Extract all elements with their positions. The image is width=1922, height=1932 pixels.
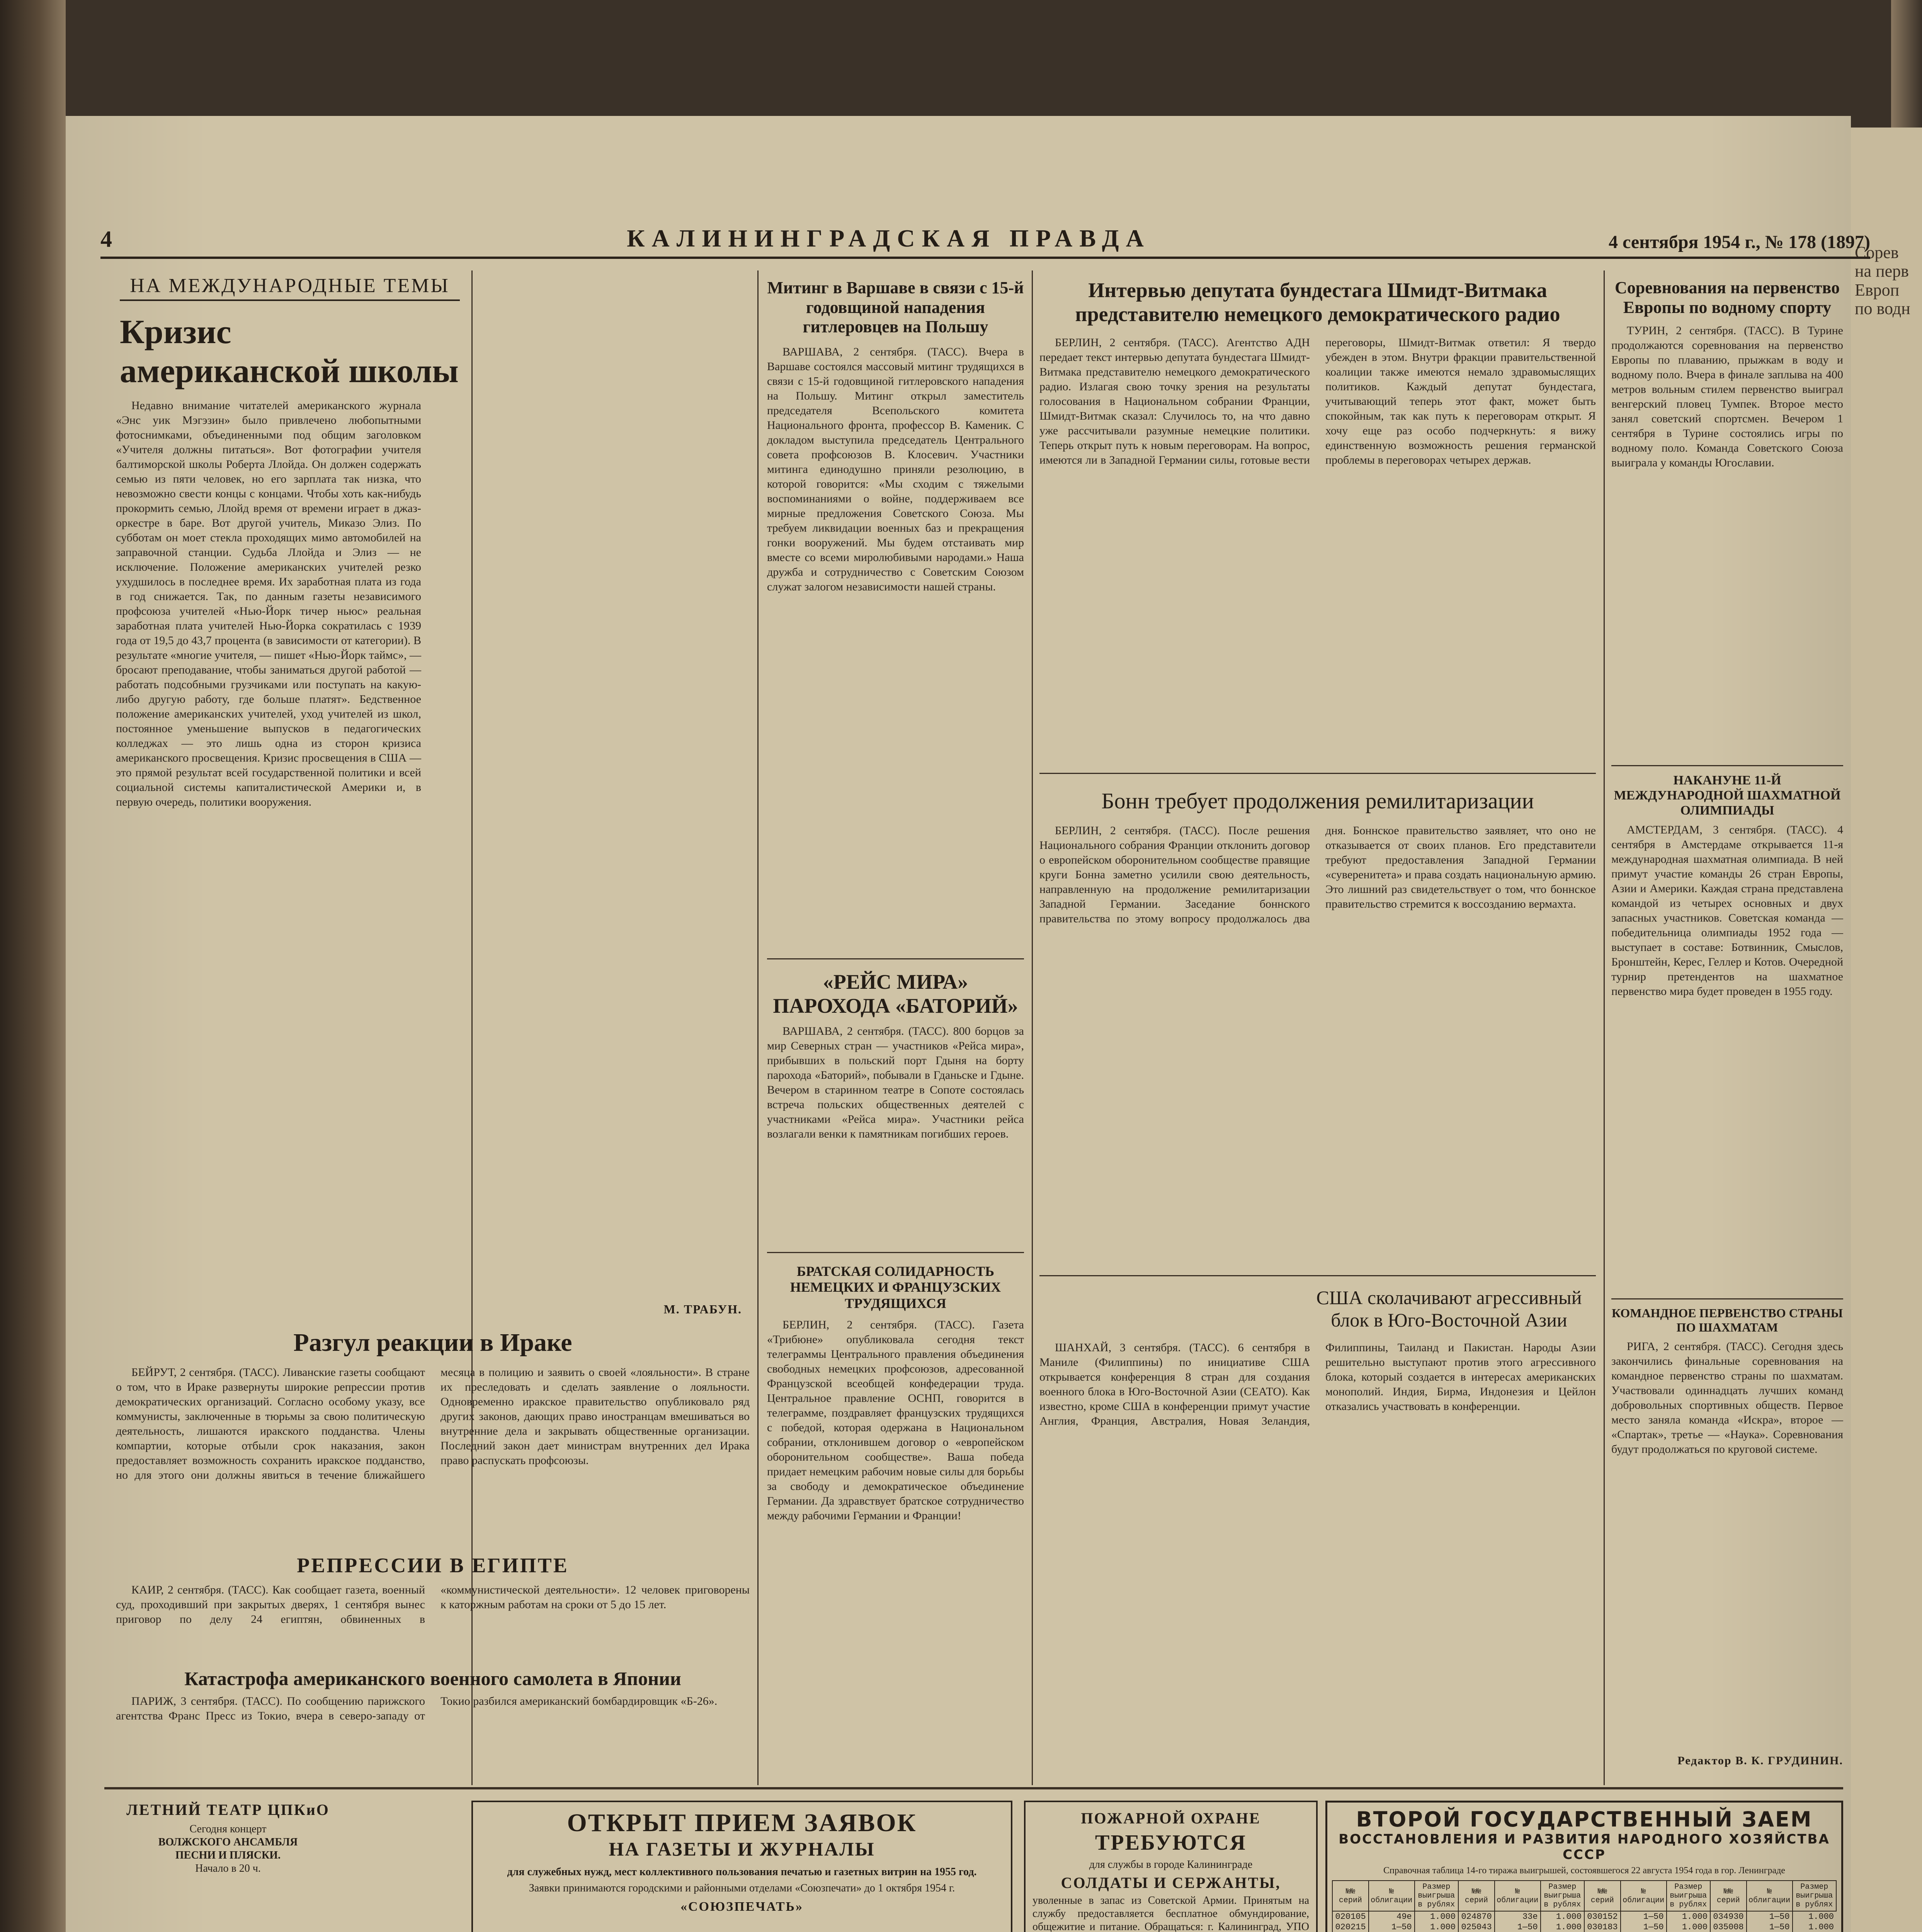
article-bonn [1039, 788, 1596, 1271]
loan-column-header: Размер выигрыша в рублях [1541, 1881, 1584, 1911]
headline: Разгул реакции в Ираке [293, 1328, 572, 1357]
ad-required: ТРЕБУЮТСЯ [1095, 1831, 1247, 1855]
headline: Бонн требует продолжения ремилитаризации [1101, 788, 1534, 813]
loan-cell: 020215 [1332, 1922, 1369, 1932]
loan-column-header: Размер выигрыша в рублях [1667, 1881, 1710, 1911]
ad-line: Начало в 20 ч. [195, 1862, 261, 1874]
article-text: ВАРШАВА, 2 сентября. (ТАСС). Вчера в Варшаве состоялся массовый митинг трудящихся в связи с 15-й годовщиной гитлеровского нападения на Польшу. Митинг открыл заместитель председателя Всепольского комитета Национального фронта, профессор В. Каменик. С докладом выступила председатель Центрального совета профсоюзов В. Клосевич. Участники митинга единодушно приняли резолюцию, в которой говорится: «Мы сходим с тяжелыми воспоминаниями о войне, поддерживаем все мирные предложения Советского Союза. Мы требуем ликвидации военных баз и прекращения гонки вооружений. Мы будем отстаивать мир вместе со всеми миролюбивыми народами.» Наша дружба и сотрудничество с Советским Союзом служат залогом независимости нашей страны. [767, 345, 1024, 593]
headline: Катастрофа американского военного самолета в Японии [184, 1668, 681, 1690]
loan-subtitle: ВОССТАНОВЛЕНИЯ И РАЗВИТИЯ НАРОДНОГО ХОЗЯЙСТВА СССР [1339, 1832, 1830, 1862]
ad-text: уволенные в запас из Советской Армии. Принятым на службу предоставляется бесплатное обмундирование, общежитие и питание. Обращаться: г. Калининград, УПО [1032, 1895, 1309, 1932]
loan-column-header: Размер выигрыша в рублях [1415, 1881, 1458, 1911]
loan-cell: 030152 [1584, 1911, 1621, 1922]
loan-cell: 1.000 [1667, 1911, 1710, 1922]
loan-cell: 024870 [1458, 1911, 1495, 1922]
loan-cell: 025043 [1458, 1922, 1495, 1932]
editor-line [1611, 1754, 1843, 1774]
article-text: БЕРЛИН, 2 сентября. (ТАСС). После решения Национального собрания Франции отклонить договор о европейском оборонительном сообществе правящие круги Бонна заметно усилили свою деятельность, направленную на продолжение ремилитаризации Западной Германии. Заседание боннского правительства по этому вопросу продолжалось два дня. Боннское правительство заявляет, что оно не отказывается от своих планов. Его представители требуют предоставления Западной Германии «суверенитета» и права создать национальную армию. Это лишний раз свидетельствует о том, что боннское правительство стремится к воссозданию вермахта. [1039, 824, 1596, 925]
article-school-crisis [116, 274, 750, 1349]
loan-cell: 034930 [1710, 1911, 1747, 1922]
ad-org: «СОЮЗПЕЧАТЬ» [680, 1900, 804, 1914]
article-egypt-japan [116, 1553, 750, 1785]
ad-fire-service [1024, 1801, 1318, 1932]
article-text: ТУРИН, 2 сентября. (ТАСС). В Турине продолжаются соревнования на первенство Европы по плаванию, прыжкам в воду и водному поло. Вчера в финале заплыва на 400 метров вольным стилем первенство выиграл венгерский пловец Тумпек. Второе место занял советский спортсмен. Вечером 1 сентября в Турине состоялись игры по водному поло. Команда Советского Союза выиграла у команды Югославии. [1611, 324, 1843, 469]
column-rule [1032, 270, 1033, 1785]
article-text: АМСТЕРДАМ, 3 сентября. (ТАСС). 4 сентября в Амстердаме открывается 11-я международная шахматная олимпиада. В ней примут участие команды 26 стран Европы, Азии и Америки. Каждая страна представлена командой из четырех основных и двух запасных участников. Советская команда — победительница олимпиады 1952 года — выступает в составе: Ботвинник, Смыслов, Бронштейн, Керес, Геллер и Котов. Очередной турнир претендентов на шахматное первенство мира будет проведен в 1955 году. [1611, 823, 1843, 998]
loan-cell: 1—50 [1747, 1922, 1793, 1932]
column-rule [1604, 270, 1605, 1785]
ads-separator [104, 1787, 1843, 1789]
divider [1039, 1275, 1596, 1276]
loan-cell: 1—50 [1621, 1911, 1667, 1922]
loan-cell: 1.000 [1415, 1911, 1458, 1922]
article-interview [1039, 278, 1596, 765]
article-body [116, 398, 742, 1349]
rubric: НА МЕЖДУНАРОДНЫЕ ТЕМЫ [120, 274, 460, 301]
ad-title: ПОЖАРНОЙ ОХРАНЕ [1081, 1810, 1261, 1827]
ad-theatre [116, 1801, 340, 1932]
article-text: БЕЙРУТ, 2 сентября. (ТАСС). Ливанские газеты сообщают о том, что в Ираке развернуты широкие репрессии против демократических организаций. Согласно особому указу, все коммунисты, заключенные в тюрьмы за свою политическую деятельность, лишаются иракского подданства. Члены компартии, которые отбыли срок наказания, закон предоставляет возможность сохранить иракское подданство, но для этого они должны явиться в течение ближайшего месяца в полицию и заявить о своей «лояльности». В стране их преследовать и сделать заявление о лояльности. Одновременно иракское правительство опубликовало ряд других законов, дающих право иностранцам вмешиваться во внутренние дела и закрывать общественные организации. Последний закон дает министрам внутренних дел Ирака право распускать профсоюзы. [116, 1366, 750, 1481]
loan-table [1332, 1880, 1837, 1932]
article-text: БЕРЛИН, 2 сентября. (ТАСС). Газета «Трибюне» опубликовала сегодня текст телеграммы Центрального правления объединения свободных немецких профсоюзов, адресованной Французской всеобщей конфедерации труда. Центральное правление ОСНП, говорится в телеграмме, поздравляет французских трудящихся с победой, которая одержана в Национальном собрании, отклонившем договор о «европейском оборонительном сообществе». Ваша победа придает немецким рабочим новые силы для борьбы за свободу и демократическое объединение Германии. Да здравствует братское сотрудничество между рабочими Германии и Франции! [767, 1318, 1024, 1522]
loan-column-header: № облигации [1369, 1881, 1415, 1911]
loan-cell: 1—50 [1369, 1922, 1415, 1932]
divider [1039, 773, 1596, 774]
ad-line: ПЕСНИ И ПЛЯСКИ. [175, 1849, 281, 1861]
ad-line: ВОЛЖСКОГО АНСАМБЛЯ [158, 1836, 298, 1848]
editor-name: Редактор В. К. ГРУДИНИН. [1677, 1754, 1843, 1767]
headline: США сколачивают агрессивный блок в Юго-Восточной Азии [1316, 1287, 1582, 1331]
article-chess-olympiad [1611, 773, 1843, 1291]
divider [767, 1252, 1024, 1253]
ad-subscription [471, 1801, 1012, 1932]
ad-line: Сегодня концерт [189, 1823, 267, 1835]
ad-title: ОТКРЫТ ПРИЕМ ЗАЯВОК [567, 1809, 917, 1837]
ad-subtitle: НА ГАЗЕТЫ И ЖУРНАЛЫ [609, 1838, 875, 1860]
loan-column-header: №№ серий [1458, 1881, 1495, 1911]
divider [1611, 765, 1843, 766]
adjacent-page-edge [1851, 128, 1922, 1932]
article-peace-cruise [767, 970, 1024, 1248]
ad-text: для службы в городе Калининграде [1089, 1859, 1253, 1871]
loan-column-header: № облигации [1621, 1881, 1667, 1911]
loan-cell: 33е [1495, 1911, 1541, 1922]
article-text: ПАРИЖ, 3 сентября. (ТАСС). По сообщению парижского агентства Франс Пресс из Токио, вчера в северо-западу от Токио разбился американский бомбардировщик «Б-26». [116, 1694, 718, 1722]
loan-cell: 1—50 [1747, 1911, 1793, 1922]
loan-cell: 1.000 [1667, 1922, 1710, 1932]
headline: Интервью депутата бундестага Шмидт-Витмака представителю немецкого демократического радио [1075, 279, 1560, 326]
loan-cell: 1.000 [1793, 1922, 1836, 1932]
ad-text: Заявки принимаются городскими и районными отделами «Союзпечати» до 1 октября 1954 г. [529, 1882, 955, 1894]
loan-table-box [1325, 1801, 1843, 1932]
loan-cell: 1—50 [1495, 1922, 1541, 1932]
loan-column-header: № облигации [1495, 1881, 1541, 1911]
headline: НАКАНУНЕ 11-Й МЕЖДУНАРОДНОЙ ШАХМАТНОЙ ОЛИМПИАДЫ [1614, 773, 1841, 818]
loan-cell: 1.000 [1793, 1911, 1836, 1922]
divider [767, 958, 1024, 959]
article-seato [1039, 1287, 1596, 1785]
loan-column-header: Размер выигрыша в рублях [1793, 1881, 1836, 1911]
author-signature: М. ТРАБУН. [663, 1302, 742, 1316]
headline: Кризис американской школы [120, 313, 459, 390]
article-body [1039, 823, 1596, 1233]
newspaper-title: КАЛИНИНГРАДСКАЯ ПРАВДА [627, 224, 1151, 252]
issue-date: 4 сентября 1954 г., № 178 (1897) [1608, 232, 1870, 252]
headline: «РЕЙС МИРА» ПАРОХОДА «БАТОРИЙ» [773, 970, 1018, 1018]
loan-column-header: №№ серий [1710, 1881, 1747, 1911]
divider [1611, 1298, 1843, 1299]
scan-binding-shadow [0, 0, 66, 1932]
article-text: ШАНХАЙ, 3 сентября. (ТАСС). 6 сентября в Маниле (Филиппины) по инициативе США открывается конференция 8 стран для создания военного блока в Юго-Восточной Азии (СЕАТО). Как известно, кроме США в конференции примут участие Англия, Франция, Австралия, Новая Зеландия, Филиппины, Таиланд и Пакистан. Народы Азии решительно выступают против этого агрессивного блока, который создается в интересах американских монополий. Индия, Бирма, Индонезия и Цейлон отказались участвовать в конференции. [1039, 1341, 1596, 1427]
column-rule [757, 270, 759, 1785]
article-chess-team [1611, 1306, 1843, 1750]
page-number: 4 [100, 226, 112, 252]
loan-column-header: №№ серий [1584, 1881, 1621, 1911]
loan-column-header: № облигации [1747, 1881, 1793, 1911]
headline: Соревнования на первенство Европы по водному спорту [1614, 278, 1840, 317]
loan-description: Справочная таблица 14-го тиража выигрышей, состоявшегося 22 августа 1954 года в гор. Ленинграде [1383, 1866, 1785, 1876]
headline: КОМАНДНОЕ ПЕРВЕНСТВО СТРАНЫ ПО ШАХМАТАМ [1611, 1306, 1843, 1334]
adjacent-page-fragment: Сорев на перв Европ по водн [1855, 243, 1910, 318]
loan-cell: 49е [1369, 1911, 1415, 1922]
ad-text: СОЛДАТЫ И СЕРЖАНТЫ, [1061, 1874, 1281, 1891]
masthead [100, 216, 1870, 259]
article-body [1039, 1340, 1596, 1773]
headline: РЕПРЕССИИ В ЕГИПТЕ [297, 1554, 569, 1577]
loan-cell: 035008 [1710, 1922, 1747, 1932]
article-body [116, 1694, 750, 1756]
ad-text: для служебных нужд, мест коллективного пользования печатью и газетных витрин на 1955 год. [507, 1866, 977, 1878]
loan-cell: 1.000 [1541, 1911, 1584, 1922]
article-text: РИГА, 2 сентября. (ТАСС). Сегодня здесь закончились финальные соревнования на командное первенство страны по шахматам. Участвовали одиннадцать лучших команд добровольных спортивных обществ. Первое место заняла команда «Искра», второе — «Спартак», третье — «Наука». Соревнования будут продолжаться по круговой системе. [1611, 1340, 1843, 1456]
loan-column-header: №№ серий [1332, 1881, 1369, 1911]
article-solidarity [767, 1264, 1024, 1785]
headline: БРАТСКАЯ СОЛИДАРНОСТЬ НЕМЕЦКИХ И ФРАНЦУЗСКИХ ТРУДЯЩИХСЯ [790, 1264, 1001, 1311]
article-text: Недавно внимание читателей американского журнала «Энс уик Мэгэзин» было привлечено любопытными фотоснимками, объединенными под общим заголовком «Учителя должны питаться». Вот фотографии учителя балтиморской школы Роберта Ллойда. Он должен содержать семью из пяти человек, но его зарплата так низка, что невозможно свести концы с концами. Чтобы хоть как-нибудь прокормить семью, Ллойд время от времени играет в джаз-оркестре в баре. Вот другой учитель, Миказо Элиз. По субботам он моет стекла проходящих мимо автомобилей на заправочной станции. Судьба Ллойда и Элиз — не исключение. Положение американских учителей резко ухудшилось в последнее время. Их заработная плата из года в год снижается. Так, по данным газеты независимого профсоюза учителей «Нью-Йорк тичер ньюс» реальная заработная плата учителей Нью-Йорка сократилась с 1939 года от 19,5 до 43,7 процента (в зависимости от категории). В результате «многие учителя, — пишет «Нью-Йорк таймс», — бросают преподавание, чтобы заниматься другой работой — работать подсобными грузчиками или поступать на какую-либо другую работу, где больше платят». Бедственное положение американских учителей, уход учителей из школ, постоянное уменьшение выпусков в педагогических колледжах — это лишь одна из сторон кризиса американского просвещения. Кризис просвещения в США — это прямой результат всей государственной политики и всей социальной системы капиталистической Америки и, в первую очередь, политики вооружения. [116, 399, 421, 809]
article-text: ВАРШАВА, 2 сентября. (ТАСС). 800 борцов за мир Северных стран — участников «Рейса мира», прибывших в польский порт Гдыня на борту парохода «Баторий», побывали в Гданьске и Гдыне. Вечером в старинном театре в Сопоте состоялась встреча польских общественных деятелей с участниками «Рейса мира». Участники рейса возлагали венки к памятникам погибших героев. [767, 1025, 1024, 1141]
article-text: КАИР, 2 сентября. (ТАСС). Как сообщает газета, военный суд, проходивший при закрытых дверях, 1 сентября вынес приговор по делу 24 египтян, обвиненных в «коммунистической деятельности». 12 человек приговорены к каторжным работам на сроки от 5 до 15 лет. [116, 1583, 750, 1626]
loan-title: ВТОРОЙ ГОСУДАРСТВЕННЫЙ ЗАЕМ [1356, 1807, 1813, 1832]
article-warsaw-rally [767, 278, 1024, 954]
loan-cell: 1—50 [1621, 1922, 1667, 1932]
loan-row [1332, 1922, 1836, 1932]
loan-row [1332, 1911, 1836, 1922]
loan-cell: 030183 [1584, 1922, 1621, 1932]
loan-cell: 020105 [1332, 1911, 1369, 1922]
article-swimming [1611, 278, 1843, 757]
article-text: БЕРЛИН, 2 сентября. (ТАСС). Агентство АДН передает текст интервью депутата бундестага Шмидт-Витмака представителю немецкого демократического радио. Излагая свою точку зрения на результаты голосования в Национальном собрании Франции, Шмидт-Витмак сказал: Случилось то, на что давно уже рассчитывали разумные немецкие политики. Теперь открыт путь к новым переговорам. На вопрос, имеются ли в Западной Германии силы, готовые вести переговоры, Шмидт-Витмак ответил: Я твердо убежден в этом. Внутри фракции правительственной коалиции также имеются немало здравомыслящих политиков. Каждый депутат бундестага, учитывающий теперь этот факт, может быть спокойным, так как путь к переговорам открыт. Я хочу еще раз особо подчеркнуть: я вижу единственную возможность решения германской проблемы в переговорах четырех держав. [1039, 336, 1596, 467]
headline: Митинг в Варшаве в связи с 15-й годовщиной нападения гитлеровцев на Польшу [767, 278, 1024, 337]
loan-cell: 1.000 [1415, 1922, 1458, 1932]
loan-cell: 1.000 [1541, 1922, 1584, 1932]
article-body [116, 1583, 750, 1660]
ad-title: ЛЕТНИЙ ТЕАТР ЦПКиО [126, 1801, 330, 1818]
article-body [1039, 335, 1596, 753]
